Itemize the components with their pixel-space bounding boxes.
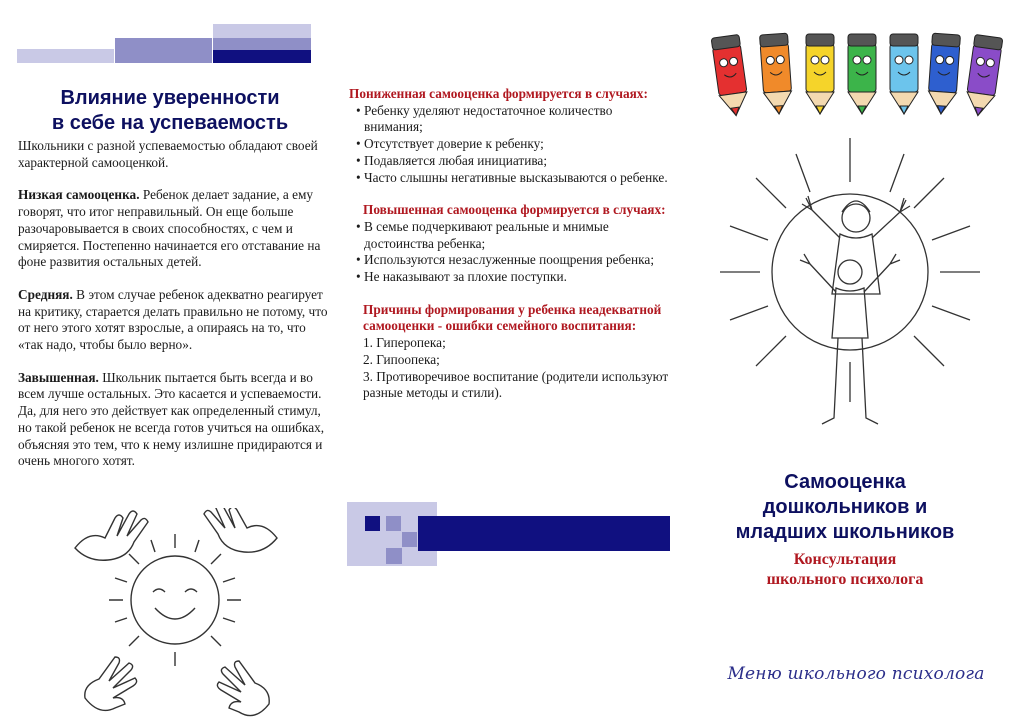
list-item: • Подавляется любая инициатива; <box>356 152 548 168</box>
list-item: 1. Гиперопека; <box>363 335 446 351</box>
subtitle-line: школьного психолога <box>766 571 924 588</box>
brochure-subtitle <box>680 550 1010 590</box>
high-heading: Повышенная самооценка формируется в случаях: <box>363 202 666 218</box>
causes-list <box>349 335 669 402</box>
decor-square <box>402 532 417 547</box>
list-item: 2. Гипоопека; <box>363 351 440 367</box>
decor-bar <box>213 24 311 38</box>
list-item: • Отсутствует доверие к ребенку; <box>356 136 544 152</box>
low-list <box>349 103 669 187</box>
decor-bar <box>17 49 114 63</box>
mid-paragraph <box>18 287 328 354</box>
signature-text: Меню школьного психолога <box>727 664 985 684</box>
rainbow-pencils-icon <box>694 26 1010 118</box>
list-item: • Часто слышны негативные высказываются о ребенке. <box>356 169 668 185</box>
left-title-line: в себе на успеваемость <box>51 112 289 134</box>
decor-bar <box>418 516 670 551</box>
list-item: • Не наказывают за плохие поступки. <box>356 269 567 285</box>
causes-heading: Причины формирования у ребенка неадекватной самооценки - ошибки семейного воспитания: <box>363 301 662 334</box>
brochure-title-line: Самооценка <box>784 471 906 493</box>
middle-panel <box>340 0 680 723</box>
subtitle-line: Консультация <box>793 551 897 568</box>
brochure-title-line: младших школьников <box>735 521 955 543</box>
brochure-title-line: дошкольников и <box>762 496 928 518</box>
decor-bar <box>213 50 311 63</box>
left-panel <box>0 0 340 723</box>
high-label: Завышенная. <box>18 369 99 385</box>
high-list <box>349 219 669 286</box>
high-text: Школьник пытается быть всегда и во всем лучше остальных. Это касается и успеваемости. Да, для него это действует как определенный стимул, но такой ребенок не всегда готов учиться на ошибках, объясняя это тем, что к нему излишне придираются и очень многого хотят. <box>18 369 325 469</box>
high-paragraph <box>18 370 328 470</box>
middle-body <box>349 86 669 402</box>
brochure-title <box>680 470 1010 545</box>
low-paragraph <box>18 187 328 271</box>
list-item: • Ребенку уделяют недостаточное количество внимания; <box>356 102 613 135</box>
left-title <box>18 86 322 136</box>
decor-square <box>386 516 401 531</box>
sun-with-hands-icon <box>55 508 295 718</box>
decor-bar <box>213 38 311 50</box>
low-text: Ребенок делает задание, а ему говорят, что итог неправильный. Он еще больше разочаровывается в своих способностях, с чем и смиряется. Постепенно начинается его отставание на фоне развития остальных детей. <box>18 187 321 270</box>
decor-bar <box>115 50 212 63</box>
left-title-line: Влияние уверенности <box>60 87 280 109</box>
list-item: • В семье подчеркивают реальные и мнимые достоинства ребенка; <box>356 218 609 251</box>
list-item: • Используются незаслуженные поощрения ребенка; <box>356 252 655 268</box>
mid-label: Средняя. <box>18 286 73 302</box>
decor-square <box>386 548 402 564</box>
low-heading: Пониженная самооценка формируется в случаях: <box>349 86 648 101</box>
decor-square <box>365 516 380 531</box>
right-panel <box>680 0 1024 723</box>
mid-text: В этом случае ребенок адекватно реагирует на критику, старается делать правильно не потому, что от него этого хотят взрослые, а опираясь на то, что «так надо, чтобы было верно». <box>18 286 328 353</box>
list-item: 3. Противоречивое воспитание (родители используют разные методы и стили). <box>363 368 669 401</box>
intro-text: Школьники с разной успеваемостью обладают своей характерной самооценкой. <box>18 138 318 170</box>
left-body <box>18 138 328 470</box>
decor-bar <box>115 38 212 50</box>
low-label: Низкая самооценка. <box>18 187 140 203</box>
mother-child-sun-icon <box>710 122 990 442</box>
